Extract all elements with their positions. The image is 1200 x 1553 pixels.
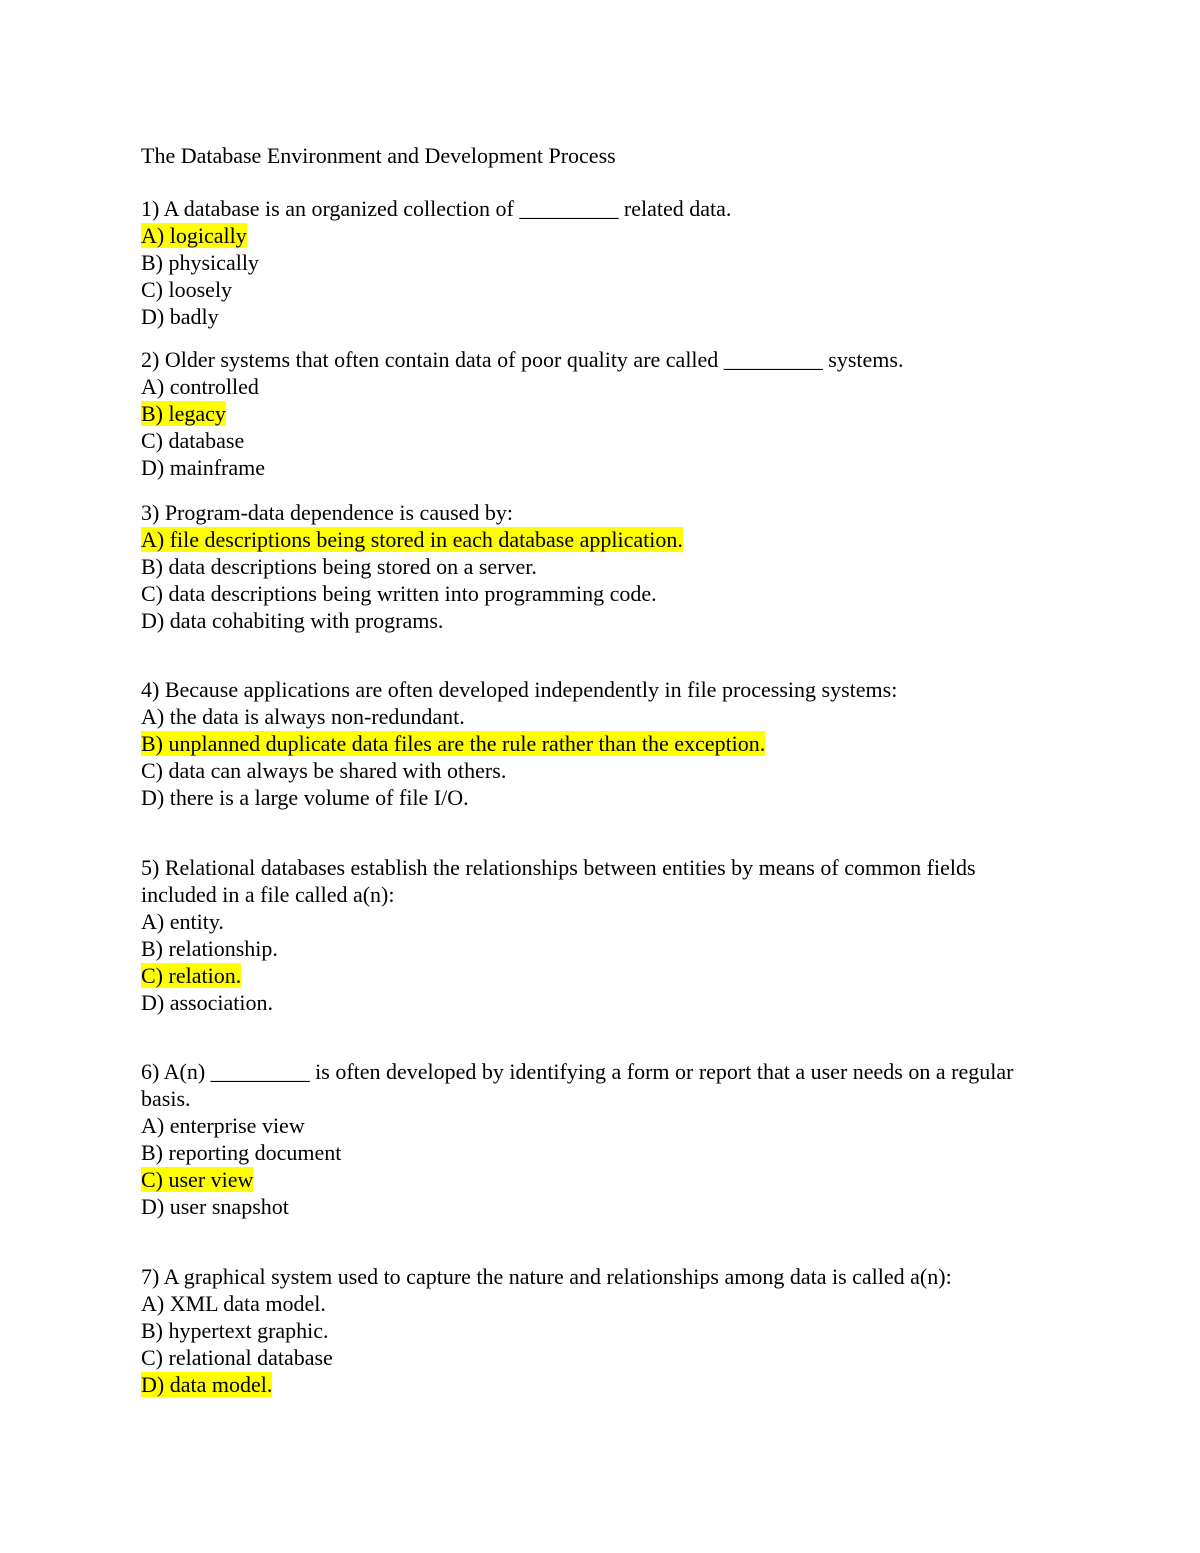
answer-option-text: C) data can always be shared with others.: [141, 758, 507, 783]
answer-option: [141, 553, 1051, 580]
answer-option: [141, 427, 1051, 454]
highlighted-correct-answer: A) file descriptions being stored in each database application.: [141, 527, 683, 552]
answer-option: [141, 962, 1051, 989]
highlighted-correct-answer: A) logically: [141, 223, 247, 248]
answer-option: [141, 730, 1051, 757]
answer-option-text: A) the data is always non-redundant.: [141, 704, 465, 729]
answer-option-text: B) data descriptions being stored on a server.: [141, 554, 537, 579]
answer-option: [141, 1193, 1051, 1220]
answer-option: [141, 526, 1051, 553]
answer-option: [141, 1317, 1051, 1344]
answer-option: [141, 276, 1051, 303]
answer-option: [141, 1371, 1051, 1398]
question-stem: 3) Program-data dependence is caused by:: [141, 500, 514, 525]
answer-option: [141, 249, 1051, 276]
question-7: [141, 1263, 1051, 1398]
highlighted-correct-answer: D) data model.: [141, 1372, 273, 1397]
answer-option-text: B) reporting document: [141, 1140, 342, 1165]
answer-option-text: C) loosely: [141, 277, 233, 302]
answer-option-text: B) hypertext graphic.: [141, 1318, 329, 1343]
answer-option: [141, 757, 1051, 784]
document-body: [141, 142, 1051, 1398]
answer-option: [141, 784, 1051, 811]
question-stem: 4) Because applications are often developed independently in file processing systems:: [141, 677, 898, 702]
answer-option-text: A) XML data model.: [141, 1291, 326, 1316]
question-stem: 1) A database is an organized collection of _________ related data.: [141, 196, 732, 221]
answer-option: [141, 703, 1051, 730]
answer-option-text: A) enterprise view: [141, 1113, 305, 1138]
answer-option: [141, 935, 1051, 962]
answer-option: [141, 989, 1051, 1016]
highlighted-correct-answer: B) legacy: [141, 401, 226, 426]
question-5: [141, 854, 1051, 1016]
answer-option-text: D) mainframe: [141, 455, 265, 480]
question-6: [141, 1058, 1051, 1220]
answer-option-text: D) data cohabiting with programs.: [141, 608, 444, 633]
question-stem: 7) A graphical system used to capture the nature and relationships among data is called a(n):: [141, 1264, 952, 1289]
question-2: [141, 346, 1051, 481]
answer-option: [141, 607, 1051, 634]
highlighted-correct-answer: B) unplanned duplicate data files are the rule rather than the exception.: [141, 731, 766, 756]
answer-option: [141, 908, 1051, 935]
answer-option: [141, 1290, 1051, 1317]
answer-option-text: D) user snapshot: [141, 1194, 289, 1219]
highlighted-correct-answer: C) relation.: [141, 963, 242, 988]
answer-option: [141, 373, 1051, 400]
answer-option: [141, 303, 1051, 330]
answer-option-text: A) entity.: [141, 909, 224, 934]
highlighted-correct-answer: C) user view: [141, 1167, 254, 1192]
question-1: [141, 195, 1051, 330]
question-3: [141, 499, 1051, 634]
answer-option-text: D) association.: [141, 990, 273, 1015]
answer-option-text: B) relationship.: [141, 936, 278, 961]
question-stem: 6) A(n) _________ is often developed by identifying a form or report that a user needs on a regular basis.: [141, 1059, 1014, 1111]
question-4: [141, 676, 1051, 811]
answer-option-text: D) badly: [141, 304, 219, 329]
answer-option-text: B) physically: [141, 250, 259, 275]
answer-option-text: C) data descriptions being written into programming code.: [141, 581, 657, 606]
answer-option: [141, 454, 1051, 481]
answer-option: [141, 1344, 1051, 1371]
answer-option: [141, 222, 1051, 249]
answer-option-text: C) relational database: [141, 1345, 333, 1370]
answer-option: [141, 1139, 1051, 1166]
answer-option-text: C) database: [141, 428, 245, 453]
answer-option: [141, 400, 1051, 427]
document-title: The Database Environment and Development Process: [141, 143, 616, 168]
question-stem: 5) Relational databases establish the relationships between entities by means of common fields included in a file called a(n):: [141, 855, 976, 907]
answer-option-text: A) controlled: [141, 374, 259, 399]
answer-option-text: D) there is a large volume of file I/O.: [141, 785, 469, 810]
answer-option: [141, 1166, 1051, 1193]
question-stem: 2) Older systems that often contain data of poor quality are called _________ systems.: [141, 347, 904, 372]
answer-option: [141, 580, 1051, 607]
answer-option: [141, 1112, 1051, 1139]
